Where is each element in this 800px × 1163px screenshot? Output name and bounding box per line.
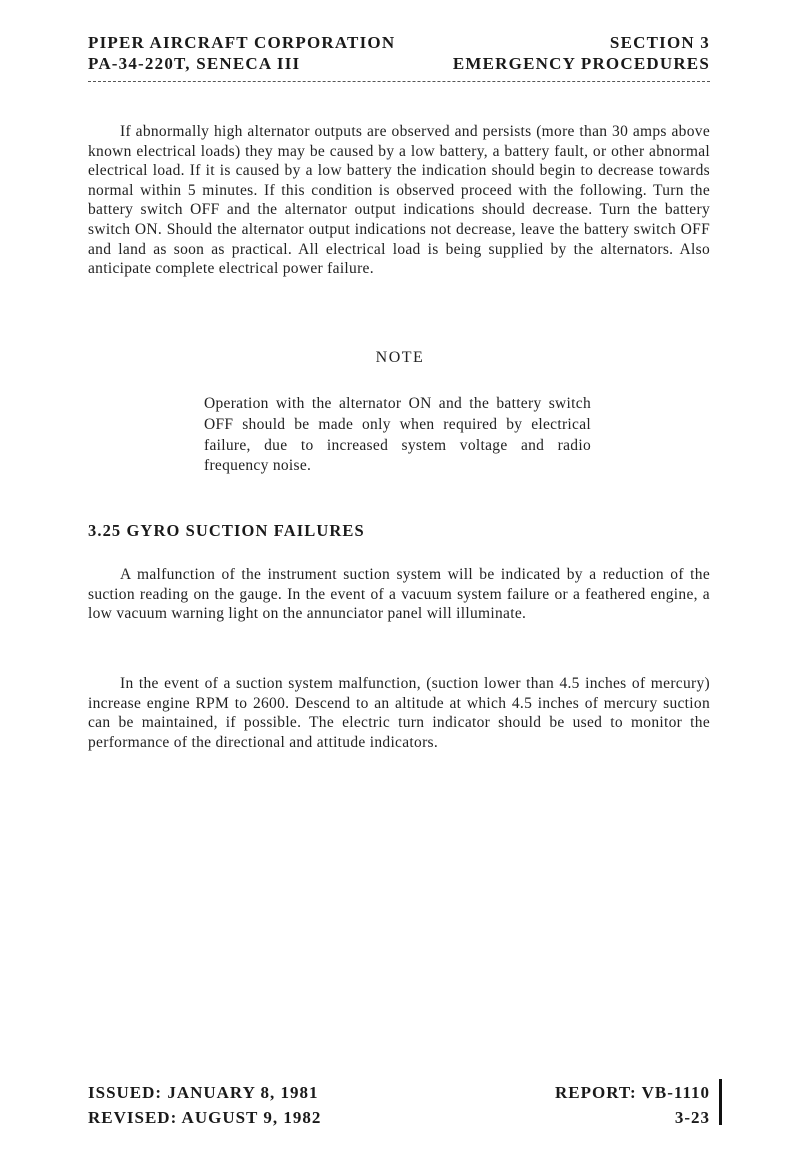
- section-heading: 3.25 GYRO SUCTION FAILURES: [88, 521, 365, 540]
- paragraph-alternator-output: If abnormally high alternator outputs are observed and persists (more than 30 amps above known electrical loads) they may be caused by a low battery, a battery fault, or other abnormal electrical load. If it is caused by a low battery the indication should begin to decrease towards normal within 5 minutes. If this condition is observed proceed with the following. Turn the battery switch OFF and the alternator output indications should decrease. Turn the battery switch ON. Should the alternator output indications not decrease, leave the battery switch OFF and land as soon as practical. All electrical load is being supplied by the alternators. Also anticipate complete electrical power failure.: [88, 123, 710, 278]
- section-number: SECTION 3: [609, 33, 710, 52]
- header-row-1: [88, 32, 710, 53]
- page-header: [88, 32, 710, 74]
- paragraph-suction-procedure: In the event of a suction system malfunction, (suction lower than 4.5 inches of mercury) increase engine RPM to 2600. Descend to an altitude at which 4.5 inches of mercury suction can be maintained, if possible. The electric turn indicator should be used to monitor the performance of the directional and attitude indicators.: [88, 675, 710, 751]
- header-divider: [88, 81, 710, 82]
- note-body: Operation with the alternator ON and the battery switch OFF should be made only when required by electrical failure, due to increased system voltage and radio frequency noise.: [204, 395, 591, 475]
- footer-row-1: [88, 1080, 710, 1105]
- note-heading: NOTE: [375, 349, 425, 366]
- page-footer: [88, 1080, 710, 1130]
- paragraph-suction-malfunction: A malfunction of the instrument suction system will be indicated by a reduction of the suction reading on the gauge. In the event of a vacuum system failure or a feathered engine, a low vacuum warning light on the annunciator panel will illuminate.: [88, 566, 710, 623]
- report-number: REPORT: VB-1110: [555, 1083, 710, 1102]
- page-number: 3-23: [674, 1108, 710, 1127]
- footer-row-2: [88, 1105, 710, 1130]
- company-name: PIPER AIRCRAFT CORPORATION: [88, 33, 396, 52]
- aircraft-model: PA-34-220T, SENECA III: [88, 54, 301, 73]
- revision-bar: [719, 1079, 722, 1125]
- section-title: EMERGENCY PROCEDURES: [452, 54, 710, 73]
- issued-date: ISSUED: JANUARY 8, 1981: [88, 1083, 319, 1102]
- header-row-2: [88, 53, 710, 74]
- revised-date: REVISED: AUGUST 9, 1982: [88, 1108, 322, 1127]
